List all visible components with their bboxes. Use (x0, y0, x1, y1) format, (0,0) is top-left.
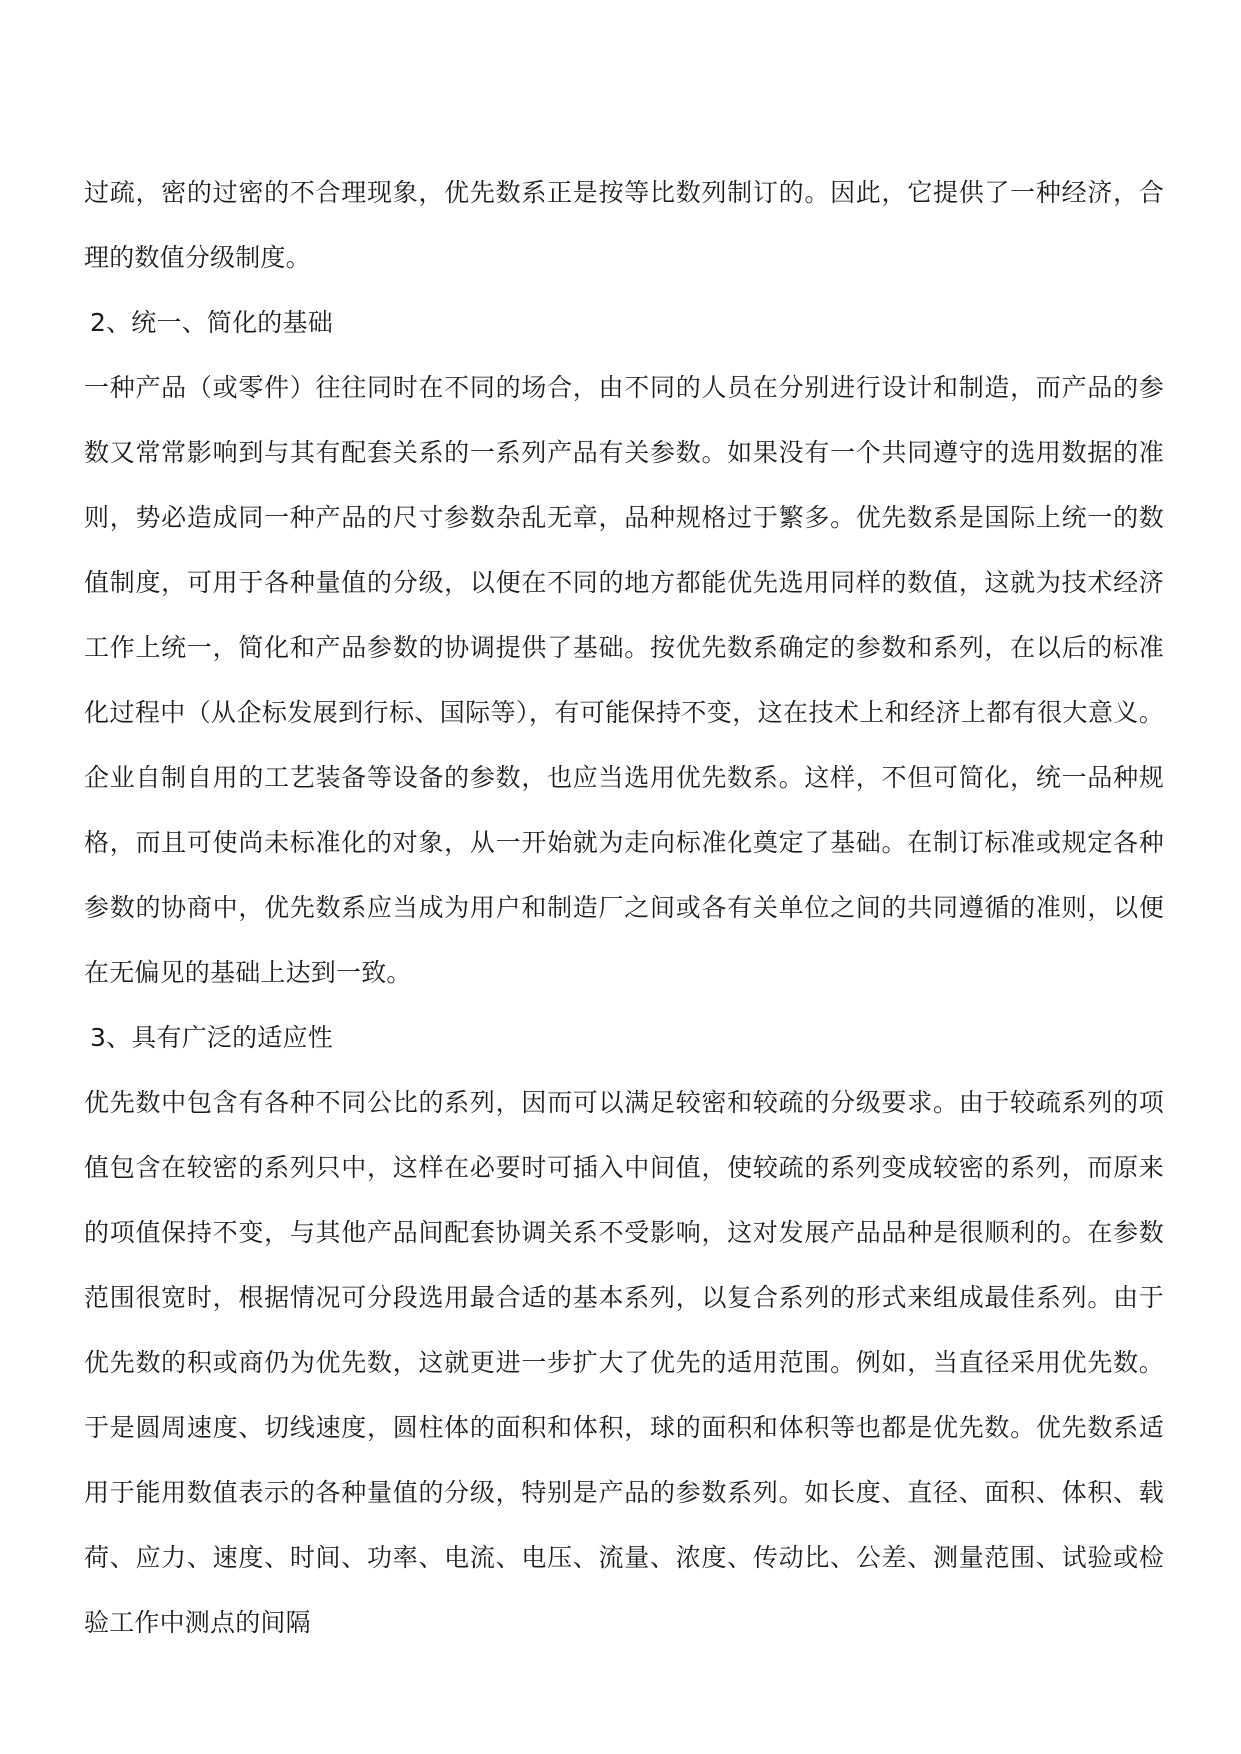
paragraph-intro: 过疏，密的过密的不合理现象，优先数系正是按等比数列制订的。因此，它提供了一种经济，合理的数值分级制度。 (84, 178, 1164, 272)
section-heading-3: 3、具有广泛的适应性 (90, 1023, 333, 1052)
section-heading-2: 2、统一、简化的基础 (90, 308, 333, 337)
paragraph-unification: 一种产品（或零件）往往同时在不同的场合，由不同的人员在分别进行设计和制造，而产品的参数又常常影响到与其有配套关系的一系列产品有关参数。如果没有一个共同遵守的选用数据的准则，势必造成同一种产品的尺寸参数杂乱无章，品种规格过于繁多。优先数系是国际上统一的数值制度，可用于各种量值的分级，以便在不同的地方都能优先选用同样的数值，这就为技术经济工作上统一，简化和产品参数的协调提供了基础。按优先数系确定的参数和系列，在以后的标准化过程中（从企标发展到行标、国际等），有可能保持不变，这在技术上和经济上都有很大意义。企业自制自用的工艺装备等设备的参数，也应当选用优先数系。这样，不但可简化，统一品种规格，而且可使尚未标准化的对象，从一开始就为走向标准化奠定了基础。在制订标准或规定各种参数的协商中，优先数系应当成为用户和制造厂之间或各有关单位之间的共同遵循的准则，以便在无偏见的基础上达到一致。 (84, 373, 1164, 987)
document-body (84, 160, 1164, 1655)
paragraph-adaptability: 优先数中包含有各种不同公比的系列，因而可以满足较密和较疏的分级要求。由于较疏系列的项值包含在较密的系列只中，这样在必要时可插入中间值，使较疏的系列变成较密的系列，而原来的项值保持不变，与其他产品间配套协调关系不受影响，这对发展产品品种是很顺利的。在参数范围很宽时，根据情况可分段选用最合适的基本系列，以复合系列的形式来组成最佳系列。由于优先数的积或商仍为优先数，这就更进一步扩大了优先的适用范围。例如，当直径采用优先数。于是圆周速度、切线速度，圆柱体的面积和体积，球的面积和体积等也都是优先数。优先数系适用于能用数值表示的各种量值的分级，特别是产品的参数系列。如长度、直径、面积、体积、载荷、应力、速度、时间、功率、电流、电压、流量、浓度、传动比、公差、测量范围、试验或检验工作中测点的间隔 (84, 1088, 1164, 1637)
